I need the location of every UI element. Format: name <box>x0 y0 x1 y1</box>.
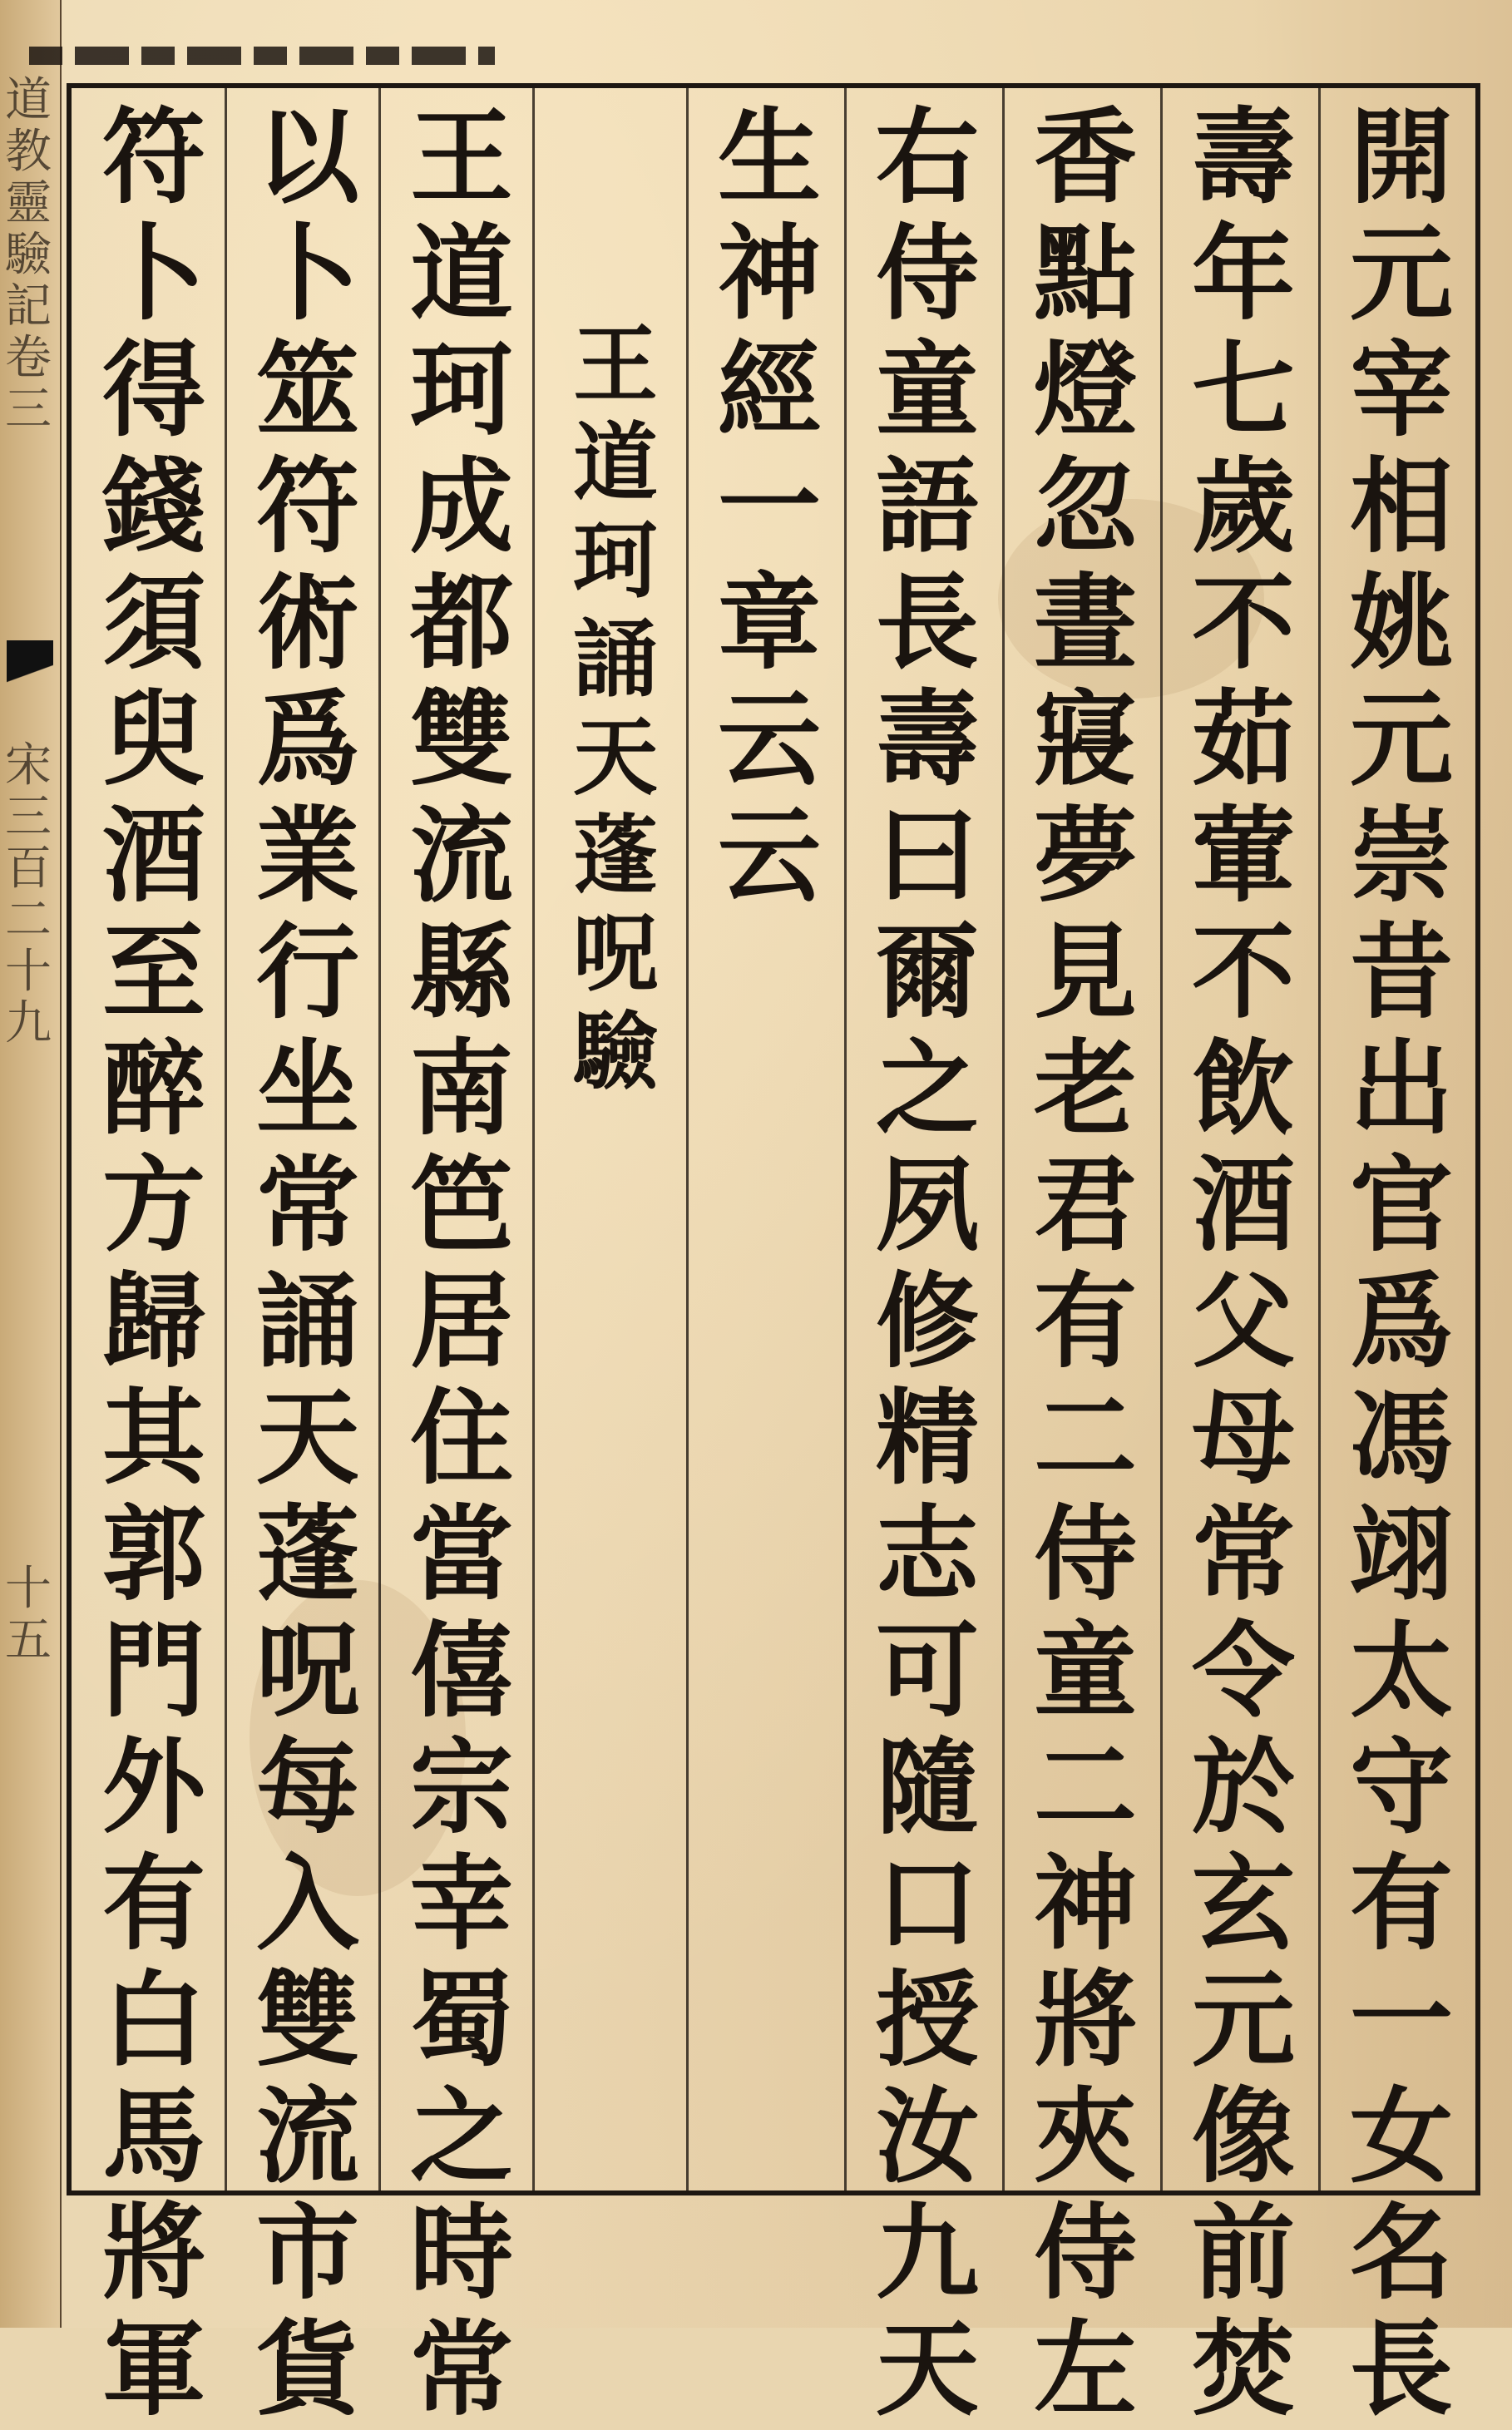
character: 之 <box>875 1029 979 1149</box>
character: 成 <box>409 447 513 567</box>
character: 以 <box>255 97 359 218</box>
character: 珂 <box>573 511 658 611</box>
character: 口 <box>875 1844 979 1964</box>
character: 令 <box>1191 1611 1295 1731</box>
character: 卜 <box>101 214 205 334</box>
character: 住 <box>409 1378 513 1499</box>
character: 流 <box>255 2077 359 2197</box>
character: 太 <box>1349 1611 1453 1731</box>
character: 其 <box>101 1378 205 1499</box>
character: 守 <box>1349 1727 1453 1848</box>
character: 夙 <box>875 1145 979 1266</box>
binding-edge <box>0 0 62 2328</box>
character: 夢 <box>1033 796 1137 916</box>
character: 葷 <box>1191 796 1295 916</box>
character: 宗 <box>409 1727 513 1848</box>
character: 右 <box>875 97 979 218</box>
character: 元 <box>1349 214 1453 334</box>
character: 女 <box>1349 2077 1453 2197</box>
character: 生 <box>717 97 821 218</box>
character: 術 <box>255 563 359 684</box>
character: 二 <box>1033 1727 1137 1848</box>
character: 像 <box>1191 2077 1295 2197</box>
character: 蓬 <box>255 1494 359 1615</box>
character: 姚 <box>1349 563 1453 684</box>
margin-character: 宋 <box>5 738 52 793</box>
character: 市 <box>255 2193 359 2314</box>
character: 常 <box>255 1145 359 1266</box>
character: 點 <box>1033 214 1137 334</box>
character: 修 <box>875 1262 979 1382</box>
margin-character: 二 <box>5 893 52 947</box>
character: 有 <box>1033 1262 1137 1382</box>
character: 童 <box>1033 1611 1137 1731</box>
character: 隨 <box>875 1727 979 1848</box>
character: 常 <box>409 2309 513 2430</box>
character: 飲 <box>1191 1029 1295 1149</box>
character: 授 <box>875 1960 979 2081</box>
character: 行 <box>255 912 359 1033</box>
character: 卜 <box>255 214 359 334</box>
character: 歲 <box>1191 447 1295 567</box>
character: 經 <box>717 330 821 451</box>
margin-character: 百 <box>5 842 52 896</box>
character: 天 <box>255 1378 359 1499</box>
character: 壽 <box>875 679 979 800</box>
character: 南 <box>409 1029 513 1149</box>
character: 蜀 <box>409 1960 513 2081</box>
margin-character: 十 <box>5 1562 52 1616</box>
character: 父 <box>1191 1262 1295 1382</box>
character: 見 <box>1033 912 1137 1033</box>
character: 長 <box>1349 2309 1453 2430</box>
character: 都 <box>409 563 513 684</box>
character: 云 <box>717 679 821 800</box>
character: 常 <box>1191 1494 1295 1615</box>
character: 有 <box>101 1844 205 1964</box>
character: 名 <box>1349 2193 1453 2314</box>
margin-volume-note <box>3 740 53 1089</box>
character: 香 <box>1033 97 1137 218</box>
character: 相 <box>1349 447 1453 567</box>
margin-page-number <box>3 1563 53 1680</box>
character: 僖 <box>409 1611 513 1731</box>
character: 爲 <box>1349 1262 1453 1382</box>
character: 坐 <box>255 1029 359 1149</box>
character: 侍 <box>875 214 979 334</box>
character: 有 <box>1349 1844 1453 1964</box>
character: 貨 <box>255 2309 359 2430</box>
character: 酒 <box>1191 1145 1295 1266</box>
character: 道 <box>573 413 658 513</box>
character: 符 <box>255 447 359 567</box>
character: 玄 <box>1191 1844 1295 1964</box>
margin-character: 三 <box>5 383 52 437</box>
text-column-1 <box>1322 97 1480 2430</box>
character: 馬 <box>101 2077 205 2197</box>
text-column-3 <box>1006 97 1164 2430</box>
character: 居 <box>409 1262 513 1382</box>
character: 業 <box>255 796 359 916</box>
character: 呪 <box>255 1611 359 1731</box>
character: 不 <box>1191 912 1295 1033</box>
character: 忽 <box>1033 447 1137 567</box>
character: 翊 <box>1349 1494 1453 1615</box>
character: 方 <box>101 1145 205 1266</box>
character: 筮 <box>255 330 359 451</box>
character: 臾 <box>101 679 205 800</box>
character: 郭 <box>101 1494 205 1615</box>
character: 燈 <box>1033 330 1137 451</box>
character: 章 <box>717 563 821 684</box>
character: 王 <box>573 315 658 415</box>
margin-book-title <box>3 75 53 707</box>
character: 白 <box>101 1960 205 2081</box>
text-column-4 <box>848 97 1006 2430</box>
character: 外 <box>101 1727 205 1848</box>
character: 馮 <box>1349 1378 1453 1499</box>
character: 前 <box>1191 2193 1295 2314</box>
character: 左 <box>1033 2309 1137 2430</box>
character: 語 <box>875 447 979 567</box>
character: 九 <box>875 2193 979 2314</box>
character: 爲 <box>255 679 359 800</box>
character: 寢 <box>1033 679 1137 800</box>
character: 一 <box>1349 1960 1453 2081</box>
character: 出 <box>1349 1029 1453 1149</box>
character: 每 <box>255 1727 359 1848</box>
margin-character: 道 <box>5 73 52 127</box>
margin-character: 卷 <box>5 331 52 385</box>
character: 醉 <box>101 1029 205 1149</box>
character: 宰 <box>1349 330 1453 451</box>
character: 精 <box>875 1378 979 1499</box>
character: 君 <box>1033 1145 1137 1266</box>
character: 開 <box>1349 97 1453 218</box>
character: 不 <box>1191 563 1295 684</box>
character: 志 <box>875 1494 979 1615</box>
character: 二 <box>1033 1378 1137 1499</box>
character: 當 <box>409 1494 513 1615</box>
character: 縣 <box>409 912 513 1033</box>
character: 神 <box>717 214 821 334</box>
text-column-5 <box>690 97 848 2187</box>
text-column-9 <box>75 97 233 2430</box>
character: 軍 <box>101 2309 205 2430</box>
character: 崇 <box>1349 796 1453 916</box>
character: 酒 <box>101 796 205 916</box>
character: 將 <box>1033 1960 1137 2081</box>
fishtail-marker <box>7 640 53 715</box>
character: 年 <box>1191 214 1295 334</box>
character: 神 <box>1033 1844 1137 1964</box>
character: 流 <box>409 796 513 916</box>
character: 蓬 <box>573 806 658 906</box>
character: 王 <box>409 97 513 218</box>
character: 童 <box>875 330 979 451</box>
margin-character: 靈 <box>5 176 52 230</box>
character: 一 <box>717 447 821 567</box>
character: 道 <box>409 214 513 334</box>
margin-character: 五 <box>5 1613 52 1667</box>
character: 云 <box>717 796 821 916</box>
character: 壽 <box>1191 97 1295 218</box>
character: 至 <box>101 912 205 1033</box>
character: 可 <box>875 1611 979 1731</box>
margin-character: 三 <box>5 790 52 844</box>
margin-character: 教 <box>5 125 52 179</box>
character: 呪 <box>573 904 658 1004</box>
character: 入 <box>255 1844 359 1964</box>
character: 笆 <box>409 1145 513 1266</box>
character: 驗 <box>573 1002 658 1102</box>
character: 門 <box>101 1611 205 1731</box>
character: 歸 <box>101 1262 205 1382</box>
character: 元 <box>1191 1960 1295 2081</box>
character: 長 <box>875 563 979 684</box>
character: 誦 <box>573 610 658 709</box>
character: 須 <box>101 563 205 684</box>
character: 茹 <box>1191 679 1295 800</box>
character: 天 <box>875 2309 979 2430</box>
character: 錢 <box>101 447 205 567</box>
margin-character: 驗 <box>5 228 52 282</box>
character: 得 <box>101 330 205 451</box>
margin-character: 十 <box>5 945 52 999</box>
character: 夾 <box>1033 2077 1137 2197</box>
text-column-2 <box>1164 97 1322 2430</box>
character: 官 <box>1349 1145 1453 1266</box>
character: 七 <box>1191 330 1295 451</box>
character: 汝 <box>875 2077 979 2197</box>
character: 天 <box>573 708 658 808</box>
character: 珂 <box>409 330 513 451</box>
character: 昔 <box>1349 912 1453 1033</box>
section-title-column <box>536 316 694 2403</box>
character: 雙 <box>255 1960 359 2081</box>
character: 母 <box>1191 1378 1295 1499</box>
character: 老 <box>1033 1029 1137 1149</box>
top-ink-smudge <box>29 47 495 65</box>
character: 晝 <box>1033 563 1137 684</box>
character: 符 <box>101 97 205 218</box>
character: 元 <box>1349 679 1453 800</box>
character: 之 <box>409 2077 513 2197</box>
margin-character: 九 <box>5 996 52 1050</box>
character: 於 <box>1191 1727 1295 1848</box>
character: 誦 <box>255 1262 359 1382</box>
character: 侍 <box>1033 2193 1137 2314</box>
character: 雙 <box>409 679 513 800</box>
text-column-7 <box>383 97 541 2430</box>
character: 爾 <box>875 912 979 1033</box>
character: 焚 <box>1191 2309 1295 2430</box>
character: 侍 <box>1033 1494 1137 1615</box>
character: 曰 <box>875 796 979 916</box>
character: 將 <box>101 2193 205 2314</box>
character: 時 <box>409 2193 513 2314</box>
text-column-8 <box>229 97 387 2430</box>
margin-character: 記 <box>5 279 52 333</box>
character: 幸 <box>409 1844 513 1964</box>
